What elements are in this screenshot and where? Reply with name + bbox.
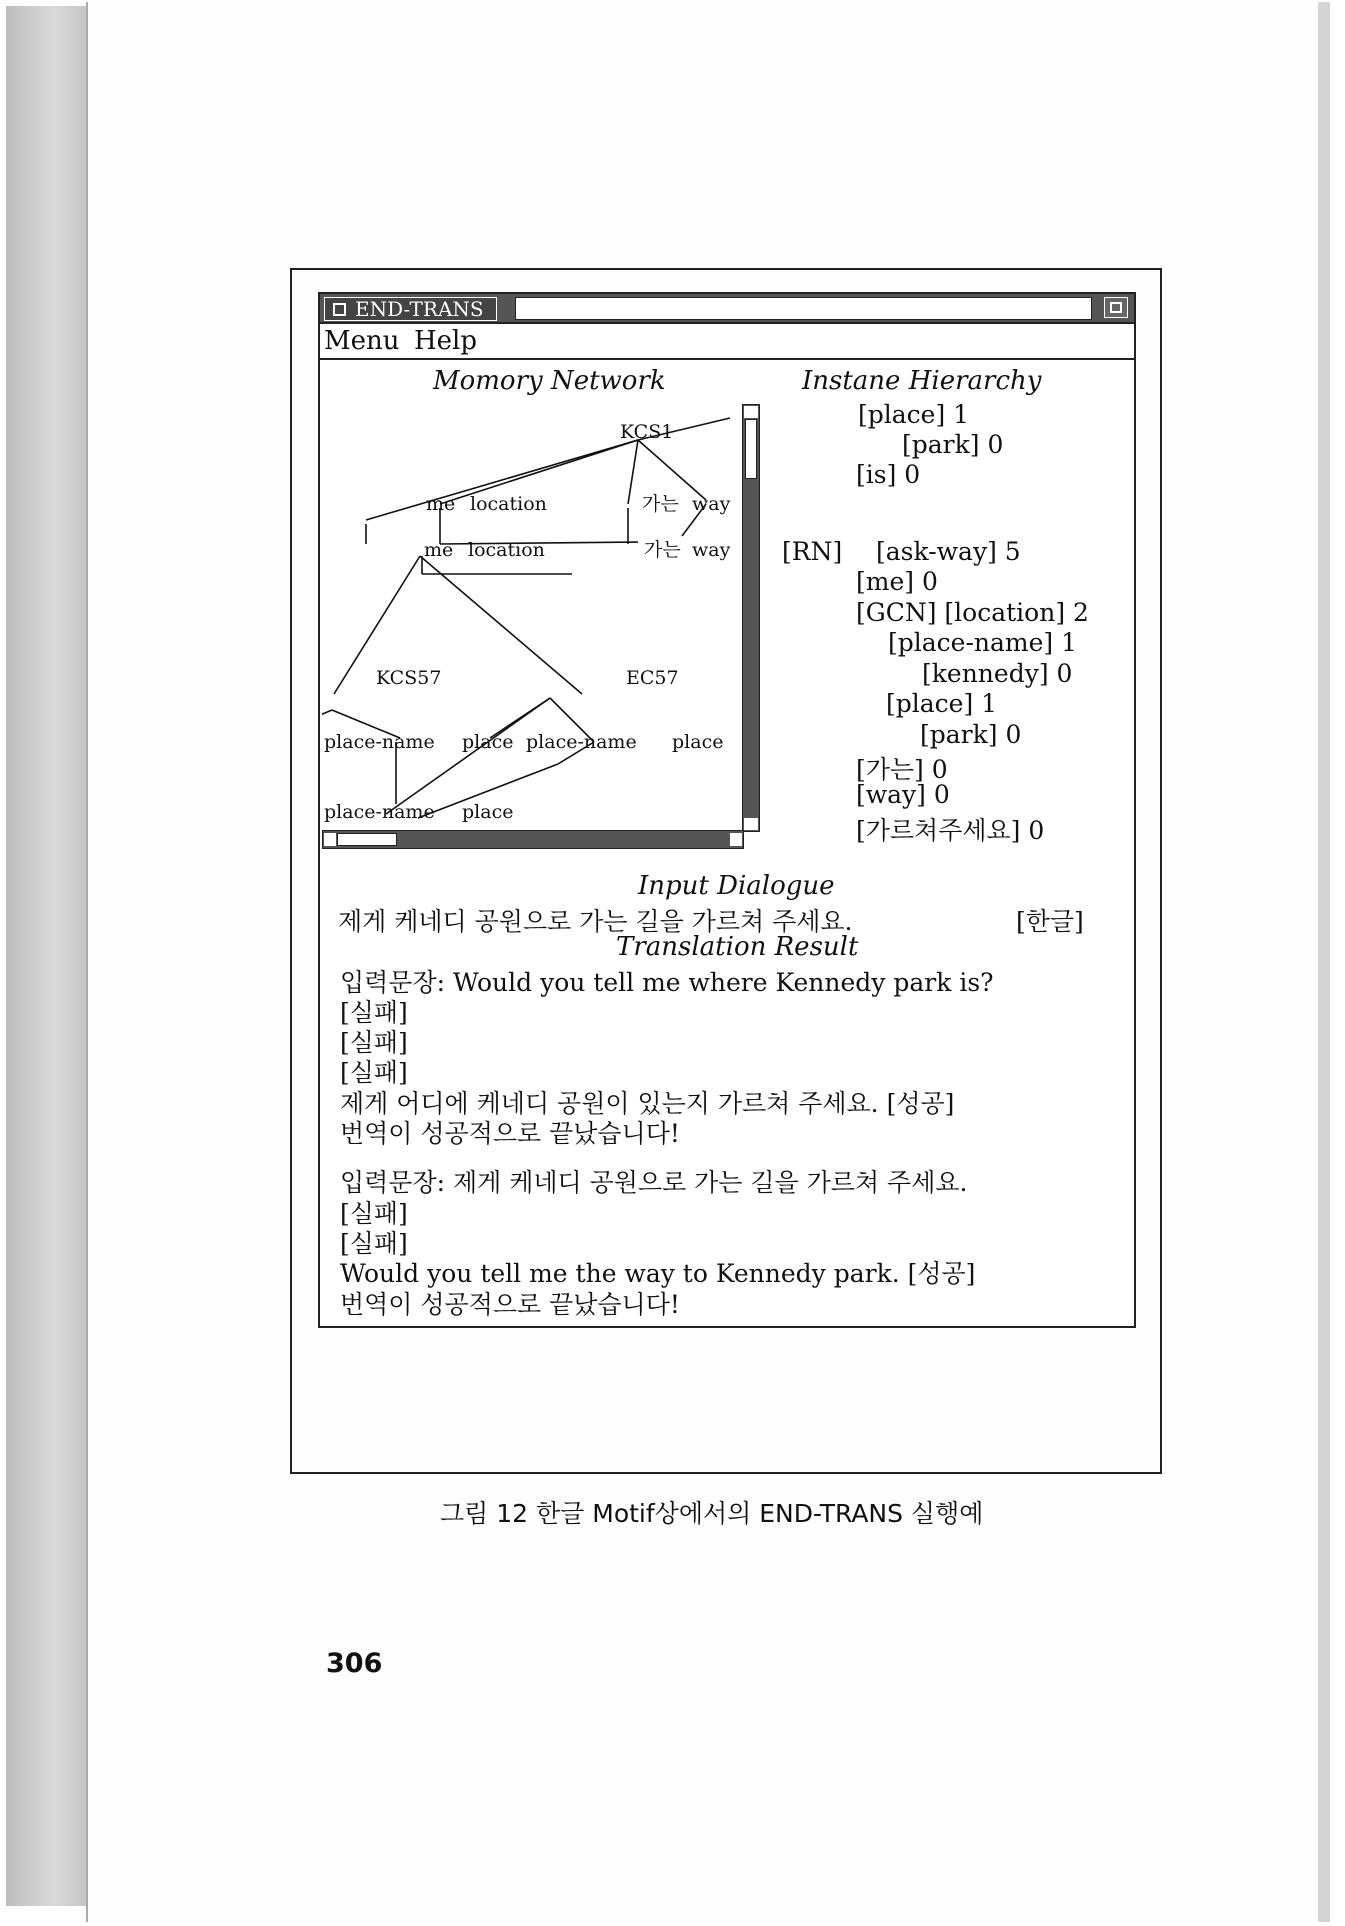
- hierarchy-line: [me] 0: [856, 567, 938, 596]
- hierarchy-line: [place] 1: [858, 400, 970, 429]
- vertical-scroll-thumb[interactable]: [745, 419, 757, 479]
- result-line: 제게 어디에 케네디 공원이 있는지 가르쳐 주세요. [성공]: [340, 1089, 955, 1118]
- hierarchy-line: [park] 0: [902, 430, 1004, 459]
- hierarchy-line: [ask-way] 5: [876, 537, 1021, 566]
- title-bar[interactable]: [320, 294, 1134, 324]
- maximize-icon: [1110, 302, 1122, 313]
- network-edge: [420, 556, 582, 694]
- result-line: [실패]: [340, 1028, 408, 1057]
- menu-item-help[interactable]: Help: [414, 326, 478, 356]
- node-place-name-2: place-name: [526, 731, 637, 753]
- input-dialogue-title: Input Dialogue: [638, 871, 835, 901]
- window-title: END-TRANS: [355, 297, 484, 321]
- hierarchy-line: [RN]: [782, 537, 843, 566]
- node-me-1: me: [426, 493, 456, 515]
- network-vertical-scrollbar[interactable]: [742, 404, 760, 832]
- book-spine: [6, 6, 88, 1906]
- horizontal-scroll-thumb[interactable]: [337, 833, 397, 846]
- scroll-up-arrow-icon[interactable]: [744, 406, 758, 418]
- translation-result-title: Translation Result: [616, 932, 859, 962]
- result-line: [실패]: [340, 1058, 408, 1087]
- node-way-1: way: [692, 493, 731, 515]
- instance-hierarchy-title: Instane Hierarchy: [802, 366, 1042, 396]
- window-menu-icon[interactable]: [333, 303, 346, 316]
- input-dialogue-text[interactable]: 제게 케네디 공원으로 가는 길을 가르쳐 주세요.: [338, 907, 853, 936]
- node-ganeun-2: 가는: [644, 539, 681, 561]
- result-line: [실패]: [340, 998, 408, 1027]
- node-ganeun-1: 가는: [642, 493, 679, 515]
- node-place-name-1: place-name: [324, 731, 435, 753]
- menu-item-menu[interactable]: Menu: [324, 326, 400, 356]
- network-horizontal-scrollbar[interactable]: [322, 830, 744, 849]
- figure-caption: 그림 12 한글 Motif상에서의 END-TRANS 실행예: [440, 1499, 984, 1528]
- network-edge: [628, 440, 638, 504]
- memory-network-canvas: [322, 404, 742, 830]
- result-line: [실패]: [340, 1229, 408, 1258]
- network-edge: [638, 440, 706, 500]
- node-place-name-3: place-name: [324, 801, 435, 823]
- window-title-tab[interactable]: [324, 297, 497, 321]
- node-place-3: place: [462, 801, 514, 823]
- maximize-button[interactable]: [1104, 297, 1128, 318]
- node-place-1: place: [462, 731, 514, 753]
- node-location-2: location: [468, 539, 545, 561]
- hierarchy-line: [park] 0: [920, 720, 1022, 749]
- hierarchy-line: [GCN] [location] 2: [856, 598, 1089, 627]
- network-edge: [386, 698, 550, 814]
- node-location-1: location: [470, 493, 547, 515]
- hierarchy-line: [kennedy] 0: [922, 659, 1073, 688]
- page-number: 306: [326, 1648, 383, 1679]
- result-line: 입력문장: 제게 케네디 공원으로 가는 길을 가르쳐 주세요.: [340, 1168, 968, 1197]
- scroll-left-arrow-icon[interactable]: [324, 833, 336, 846]
- result-line: [실패]: [340, 1199, 408, 1228]
- node-kcs1: KCS1: [620, 421, 674, 443]
- node-kcs57: KCS57: [376, 667, 442, 689]
- result-line: 입력문장: Would you tell me where Kennedy park is?: [340, 968, 994, 997]
- hierarchy-line: [is] 0: [856, 460, 921, 489]
- hierarchy-line: [가는] 0: [856, 755, 948, 784]
- hierarchy-line: [place] 1: [886, 689, 998, 718]
- result-line: Would you tell me the way to Kennedy park. [성공]: [340, 1259, 976, 1288]
- language-toggle[interactable]: [한글]: [1016, 907, 1084, 936]
- node-ec57: EC57: [626, 667, 679, 689]
- result-line: 번역이 성공적으로 끝났습니다!: [340, 1290, 680, 1319]
- memory-network-title: Momory Network: [433, 366, 666, 396]
- title-drag-area[interactable]: [515, 297, 1092, 320]
- node-way-2: way: [692, 539, 731, 561]
- scroll-down-arrow-icon[interactable]: [744, 818, 758, 830]
- hierarchy-line: [way] 0: [856, 780, 950, 809]
- result-line: 번역이 성공적으로 끝났습니다!: [340, 1119, 680, 1148]
- scroll-right-arrow-icon[interactable]: [730, 833, 742, 846]
- hierarchy-line: [가르쳐주세요] 0: [856, 816, 1045, 845]
- menu-bar: [320, 324, 1134, 360]
- node-me-2: me: [424, 539, 454, 561]
- node-place-2: place: [672, 731, 724, 753]
- hierarchy-line: [place-name] 1: [888, 628, 1078, 657]
